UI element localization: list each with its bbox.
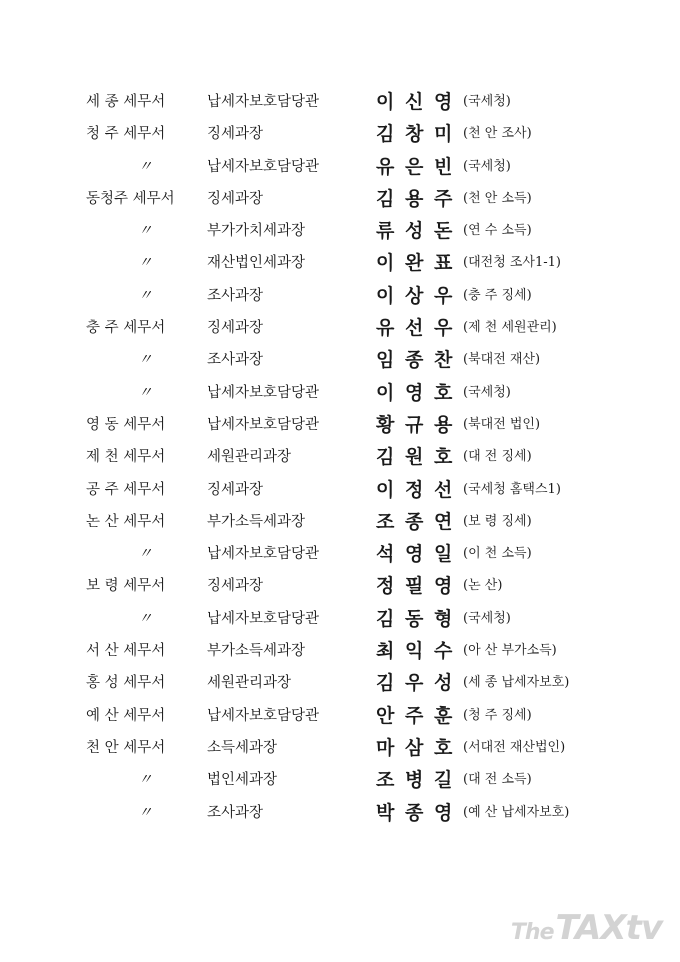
list-item [0, 506, 680, 538]
person-name: 황 규 용 [376, 413, 455, 436]
previous-post: (서대전 재산법인) [463, 739, 566, 755]
department-name: 부가가치세과장 [207, 223, 306, 240]
list-item [0, 538, 680, 570]
office-name: 〃 [138, 287, 153, 304]
previous-post: (논 산) [463, 578, 503, 594]
list-item [0, 474, 680, 506]
previous-post: (국세청) [463, 158, 511, 174]
previous-post: (국세청) [463, 610, 511, 626]
office-name: 논 산 세무서 [86, 513, 166, 530]
person-name: 이 신 영 [376, 91, 455, 113]
person-name: 임 종 찬 [376, 349, 455, 372]
department-name: 납세자보호담당관 [207, 416, 320, 433]
person-name: 김 원 호 [376, 446, 455, 469]
department-name: 납세자보호담당관 [207, 546, 320, 563]
person-name: 조 병 길 [376, 769, 455, 792]
previous-post: (대전청 조사1-1) [463, 255, 562, 271]
department-name: 징세과장 [207, 190, 264, 207]
list-item [0, 280, 680, 312]
office-name: 〃 [138, 352, 153, 369]
office-name: 〃 [138, 772, 153, 789]
department-name: 법인세과장 [207, 772, 278, 789]
previous-post: (아 산 부가소득) [463, 643, 557, 659]
department-name: 징세과장 [207, 481, 264, 498]
previous-post: (충 주 징세) [463, 287, 532, 303]
person-name: 유 선 우 [376, 317, 455, 340]
list-item [0, 151, 680, 183]
previous-post: (대 전 징세) [463, 449, 532, 465]
office-name: 청 주 세무서 [86, 126, 166, 143]
person-name: 김 우 성 [376, 672, 455, 695]
previous-post: (이 천 소득) [463, 546, 532, 562]
list-item [0, 344, 680, 376]
previous-post: (대 전 소득) [463, 772, 532, 788]
office-name: 〃 [138, 255, 153, 272]
list-item [0, 312, 680, 344]
office-name: 홍 성 세무서 [86, 675, 166, 692]
watermark-the: The [510, 920, 554, 945]
previous-post: (북대전 재산) [463, 352, 541, 368]
list-item [0, 377, 680, 409]
list-item [0, 409, 680, 441]
office-name: 공 주 세무서 [86, 481, 166, 498]
watermark-logo [511, 908, 662, 948]
person-name: 김 용 주 [376, 187, 455, 210]
department-name: 세원관리과장 [207, 449, 292, 466]
office-name: 세 종 세무서 [86, 94, 166, 110]
previous-post: (국세청) [463, 384, 511, 400]
office-name: 예 산 세무서 [86, 707, 166, 724]
previous-post: (국세청 홈택스1) [463, 481, 561, 497]
department-name: 소득세과장 [207, 739, 278, 756]
department-name: 납세자보호담당관 [207, 384, 320, 401]
previous-post: (국세청) [463, 94, 511, 109]
list-item [0, 732, 680, 764]
previous-post: (연 수 소득) [463, 223, 532, 239]
previous-post: (보 령 징세) [463, 513, 532, 529]
department-name: 재산법인세과장 [207, 255, 306, 272]
office-name: 동청주 세무서 [86, 190, 175, 207]
office-name: 보 령 세무서 [86, 578, 166, 595]
office-name: 〃 [138, 610, 153, 627]
list-item [0, 118, 680, 150]
department-name: 징세과장 [207, 320, 264, 337]
office-name: 영 동 세무서 [86, 416, 166, 433]
previous-post: (청 주 징세) [463, 707, 532, 723]
person-name: 이 정 선 [376, 478, 455, 501]
list-item [0, 183, 680, 215]
person-name: 이 상 우 [376, 284, 455, 307]
department-name: 조사과장 [207, 352, 264, 369]
previous-post: (제 천 세원관리) [463, 320, 557, 336]
list-item [0, 700, 680, 732]
department-name: 납세자보호담당관 [207, 707, 320, 724]
department-name: 징세과장 [207, 578, 264, 595]
list-item [0, 247, 680, 279]
department-name: 납세자보호담당관 [207, 158, 320, 175]
list-item [0, 635, 680, 667]
office-name: 천 안 세무서 [86, 739, 166, 756]
person-name: 석 영 일 [376, 543, 455, 566]
person-name: 안 주 훈 [376, 704, 455, 727]
watermark-brand: TAXtv [555, 908, 662, 948]
person-name: 이 완 표 [376, 252, 455, 275]
list-item [0, 215, 680, 247]
list-item [0, 667, 680, 699]
person-name: 김 창 미 [376, 123, 455, 146]
person-name: 박 종 영 [376, 801, 455, 824]
list-item [0, 441, 680, 473]
office-name: 〃 [138, 384, 153, 401]
previous-post: (천 안 조사) [463, 126, 532, 142]
office-name: 충 주 세무서 [86, 320, 166, 337]
person-name: 정 필 영 [376, 575, 455, 598]
office-name: 제 천 세무서 [86, 449, 166, 466]
office-name: 〃 [138, 223, 153, 240]
department-name: 부가소득세과장 [207, 513, 306, 530]
person-name: 마 삼 호 [376, 736, 455, 759]
list-item [0, 570, 680, 602]
previous-post: (북대전 법인) [463, 416, 541, 432]
previous-post: (세 종 납세자보호) [463, 675, 570, 691]
office-name: 서 산 세무서 [86, 643, 166, 660]
person-name: 유 은 빈 [376, 155, 455, 178]
department-name: 납세자보호담당관 [207, 94, 320, 110]
list-item [0, 797, 680, 829]
list-item [0, 603, 680, 635]
office-name: 〃 [138, 158, 153, 175]
person-name: 조 종 연 [376, 510, 455, 533]
office-name: 〃 [138, 804, 153, 821]
department-name: 납세자보호담당관 [207, 610, 320, 627]
list-item [0, 764, 680, 796]
previous-post: (예 산 납세자보호) [463, 804, 570, 820]
appointment-list [0, 86, 680, 829]
department-name: 세원관리과장 [207, 675, 292, 692]
person-name: 최 익 수 [376, 640, 455, 663]
person-name: 김 동 형 [376, 607, 455, 630]
department-name: 부가소득세과장 [207, 643, 306, 660]
department-name: 조사과장 [207, 287, 264, 304]
person-name: 이 영 호 [376, 381, 455, 404]
office-name: 〃 [138, 546, 153, 563]
person-name: 류 성 돈 [376, 220, 455, 243]
previous-post: (천 안 소득) [463, 190, 532, 206]
department-name: 조사과장 [207, 804, 264, 821]
list-item [0, 86, 680, 118]
department-name: 징세과장 [207, 126, 264, 143]
